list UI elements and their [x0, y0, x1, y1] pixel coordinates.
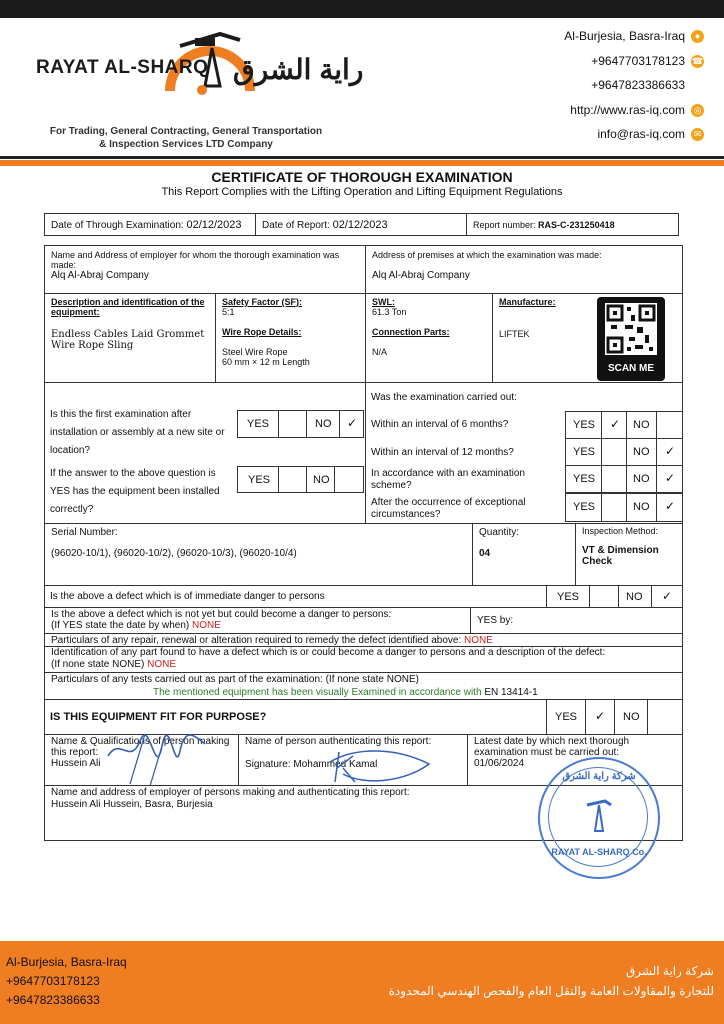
footer-contact — [6, 953, 127, 1010]
company-stamp — [538, 757, 660, 879]
contact-phone-1-text: +9647703178123 — [591, 54, 685, 68]
installed-yes-box[interactable] — [278, 466, 307, 493]
serial-values: (96020-10/1), (96020-10/2), (96020-10/3), (96020-10/4) — [51, 548, 297, 559]
fit-yes[interactable]: YES — [546, 699, 586, 735]
wire-rope-line-2: 60 mm × 12 m Length — [222, 357, 310, 367]
contact-email — [597, 127, 704, 141]
scheme-yes[interactable]: YES — [565, 465, 602, 493]
serial-1: (96020-10/1) — [51, 548, 109, 559]
method-cell — [575, 523, 683, 586]
premises-cell — [365, 245, 683, 294]
exam-date-value: 02/12/2023 — [186, 219, 242, 231]
footer-arabic-line-1: شركة راية الشرق — [625, 964, 714, 978]
wire-rope-label: Wire Rope Details: — [222, 327, 302, 337]
company-tagline — [36, 125, 336, 151]
yes-by-cell — [470, 607, 683, 634]
exceptional-yes[interactable]: YES — [565, 493, 602, 522]
interval-6m-yes[interactable]: YES — [565, 411, 602, 439]
tests-question: Particulars of any tests carried out as part of the examination: (If none state NONE) — [51, 674, 419, 685]
report-number-label: Report number: — [473, 220, 536, 230]
persons-address-label: Name and address of employer of persons making and authenticating this report: — [51, 787, 410, 798]
document-subtitle: This Report Complies with the Lifting Operation and Lifting Equipment Regulations — [161, 186, 563, 198]
footer-arabic — [389, 961, 714, 1001]
interval-6m-no-box[interactable] — [656, 411, 683, 439]
exceptional-question: After the occurrence of exceptional circumstances? — [371, 497, 526, 520]
signature-hussein — [100, 726, 210, 788]
report-date-label: Date of Report: — [262, 220, 330, 231]
report-number-value: RAS-C-231250418 — [538, 220, 615, 230]
stamp-pump-icon — [583, 797, 615, 833]
serial-2: (96020-10/2) — [113, 548, 172, 559]
report-date-cell — [255, 213, 467, 236]
wire-rope-line-1: Steel Wire Rope — [222, 347, 288, 357]
header-divider-orange — [0, 160, 724, 166]
interval-12m-no[interactable]: NO — [626, 438, 657, 466]
scheme-no-check[interactable]: ✓ — [656, 465, 683, 493]
footer — [0, 941, 724, 1024]
fit-no[interactable]: NO — [614, 699, 648, 735]
connection-value: N/A — [372, 347, 388, 357]
exceptional-no-check[interactable]: ✓ — [656, 493, 683, 522]
quantity-value: 04 — [479, 548, 491, 559]
exam-date-cell — [44, 213, 256, 236]
danger-yes[interactable]: YES — [546, 585, 590, 608]
safety-factor-label: Safety Factor (SF): — [222, 297, 303, 307]
installed-question: If the answer to the above question is YES has the equipment been installed correctly? — [50, 468, 220, 515]
first-exam-yes[interactable]: YES — [237, 410, 279, 438]
swl-value: 61.3 Ton — [372, 307, 407, 317]
quantity-label: Quantity: — [479, 527, 520, 538]
qr-code-image — [605, 303, 657, 355]
connection-label: Connection Parts: — [372, 327, 450, 337]
footer-arabic-line-2: للتجارة والمقاولات العامة والنقل العام والفحص الهندسي المحدودة — [388, 984, 714, 998]
exceptional-no[interactable]: NO — [626, 493, 657, 522]
contact-website-text: http://www.ras-iq.com — [570, 103, 685, 117]
scan-me-label: SCAN ME — [607, 363, 655, 374]
report-date-value: 02/12/2023 — [332, 219, 388, 231]
document-title: CERTIFICATE OF THOROUGH EXAMINATION — [211, 169, 513, 185]
danger-question: Is the above a defect which is of immediate danger to persons — [50, 591, 325, 602]
method-label: Inspection Method: — [582, 526, 659, 536]
signature-mohammed — [325, 742, 435, 788]
location-icon: ● — [691, 30, 704, 43]
phone-spacer-icon — [691, 79, 704, 92]
premises-value: Alq Al-Abraj Company — [372, 270, 470, 281]
future-danger-question: Is the above a defect which is not yet but could become a danger to persons: — [51, 609, 392, 620]
footer-address: Al-Burjesia, Basra-Iraq — [6, 955, 127, 969]
quantity-cell — [472, 523, 576, 586]
future-danger-note-text: (If YES state the date by when) — [51, 620, 190, 631]
fit-question: IS THIS EQUIPMENT FIT FOR PURPOSE? — [50, 711, 267, 723]
safety-wire-cell — [215, 293, 366, 383]
tests-result: The mentioned equipment has been visually Examined in accordance with — [153, 687, 482, 698]
interval-6m-no[interactable]: NO — [626, 411, 657, 439]
employer-cell — [44, 245, 366, 294]
description-value: Endless Cables Laid Grommet Wire Rope Sling — [51, 329, 205, 351]
manufacture-value: LIFTEK — [499, 329, 530, 339]
fit-no-box[interactable] — [647, 699, 683, 735]
identification-question: Identification of any part found to have a defect which is or could become a danger to persons and a description of the defect: — [51, 647, 606, 658]
phone-icon: ☎ — [691, 56, 704, 67]
qualifications-label: Name & Qualifications of person making this report: — [51, 736, 230, 758]
future-danger-cell — [44, 607, 471, 634]
contact-phone-2 — [591, 78, 704, 92]
installed-yes[interactable]: YES — [237, 466, 279, 493]
globe-icon: ◎ — [691, 104, 704, 117]
carried-out-question: Was the examination carried out: — [371, 392, 517, 403]
report-number-cell — [466, 213, 679, 236]
manufacture-label: Manufacture: — [499, 297, 556, 307]
danger-no-check[interactable]: ✓ — [651, 585, 683, 608]
interval-6m-yes-check[interactable]: ✓ — [601, 411, 627, 439]
brand-name-en: RAYAT AL-SHARQ — [36, 57, 209, 78]
contact-phone-1 — [591, 54, 704, 68]
first-exam-no[interactable]: NO — [306, 410, 340, 438]
serial-cell — [44, 523, 473, 586]
tests-standard: EN 13414-1 — [484, 687, 538, 698]
first-exam-no-check[interactable]: ✓ — [339, 410, 364, 438]
safety-factor-value: 5:1 — [222, 307, 235, 317]
contact-phone-2-text: +9647823386633 — [591, 78, 685, 92]
header-divider-dark — [0, 156, 724, 159]
contact-email-text: info@ras-iq.com — [597, 127, 685, 141]
persons-address-value: Hussein Ali Hussein, Basra, Burjesia — [51, 799, 213, 810]
serial-label: Serial Number: — [51, 527, 118, 538]
interval-6m-question: Within an interval of 6 months? — [371, 419, 509, 430]
exceptional-yes-box[interactable] — [601, 493, 627, 522]
interval-12m-yes[interactable]: YES — [565, 438, 602, 466]
employer-label: Name and Address of employer for whom the thorough examination was made: — [51, 250, 340, 270]
footer-phone-1: +9647703178123 — [6, 974, 100, 988]
identification-note — [51, 659, 676, 671]
method-value: VT & Dimension Check — [582, 545, 659, 567]
danger-yes-box[interactable] — [589, 585, 619, 608]
identification-row — [44, 646, 683, 673]
fit-yes-check[interactable]: ✓ — [585, 699, 615, 735]
interval-12m-question: Within an interval of 12 months? — [371, 447, 514, 458]
qualifications-name: Hussein Ali — [51, 758, 101, 769]
identification-note-text: (If none state NONE) — [51, 659, 145, 670]
authentication-label: Name of person authenticating this report: — [245, 736, 432, 747]
mail-icon: ✉ — [691, 128, 704, 141]
stamp-text: RAYAT AL-SHARQ Co. — [551, 847, 647, 857]
tests-row — [44, 672, 683, 700]
yes-by-label: YES by: — [477, 615, 514, 626]
contact-address — [564, 29, 704, 43]
next-exam-date: 01/06/2024 — [474, 758, 525, 769]
qr-code[interactable] — [597, 297, 665, 381]
repair-question: Particulars of any repair, renewal or alteration required to remedy the defect identified above: — [51, 635, 462, 646]
interval-12m-no-check[interactable]: ✓ — [656, 438, 683, 466]
serial-4: (96020-10/4) — [239, 548, 297, 559]
premises-label: Address of premises at which the examination was made: — [372, 250, 602, 260]
future-danger-answer: NONE — [192, 620, 221, 631]
repair-row — [44, 633, 683, 647]
exam-date-label: Date of Through Examination: — [51, 220, 184, 231]
description-label: Description and identification of the equipment: — [51, 297, 205, 317]
tagline-line-1: For Trading, General Contracting, General Transportation — [49, 126, 323, 137]
authentication-signature: Signature: Mohammed Kamal — [245, 759, 378, 770]
installed-no[interactable]: NO — [306, 466, 335, 493]
footer-phone-2: +9647823386633 — [6, 993, 100, 1007]
scheme-no[interactable]: NO — [626, 465, 657, 493]
employer-value: Alq Al-Abraj Company — [51, 270, 149, 281]
scheme-question: In accordance with an examination scheme? — [371, 468, 525, 491]
first-exam-question: Is this the first examination after installation or assembly at a new site or location? — [50, 409, 225, 456]
tagline-line-2: & Inspection Services LTD Company — [99, 139, 273, 150]
installed-no-box[interactable] — [334, 466, 364, 493]
next-exam-label: Latest date by which next thorough examination must be carried out: — [474, 736, 630, 758]
identification-answer: NONE — [147, 659, 177, 670]
future-danger-note — [51, 620, 464, 631]
swl-label: SWL: — [372, 297, 395, 307]
contact-website — [570, 103, 704, 117]
repair-answer: NONE — [464, 635, 493, 646]
contact-address-text: Al-Burjesia, Basra-Iraq — [564, 29, 685, 43]
brand-name-ar: راية الشرق — [233, 54, 364, 85]
scheme-yes-box[interactable] — [601, 465, 627, 493]
danger-no[interactable]: NO — [618, 585, 652, 608]
serial-3: (96020-10/3) — [176, 548, 234, 559]
description-cell — [44, 293, 216, 383]
top-bar — [0, 0, 724, 18]
stamp-text-ar: شركة راية الشرق — [562, 771, 636, 782]
interval-12m-yes-box[interactable] — [601, 438, 627, 466]
swl-cell — [365, 293, 493, 383]
first-exam-yes-box[interactable] — [278, 410, 307, 438]
